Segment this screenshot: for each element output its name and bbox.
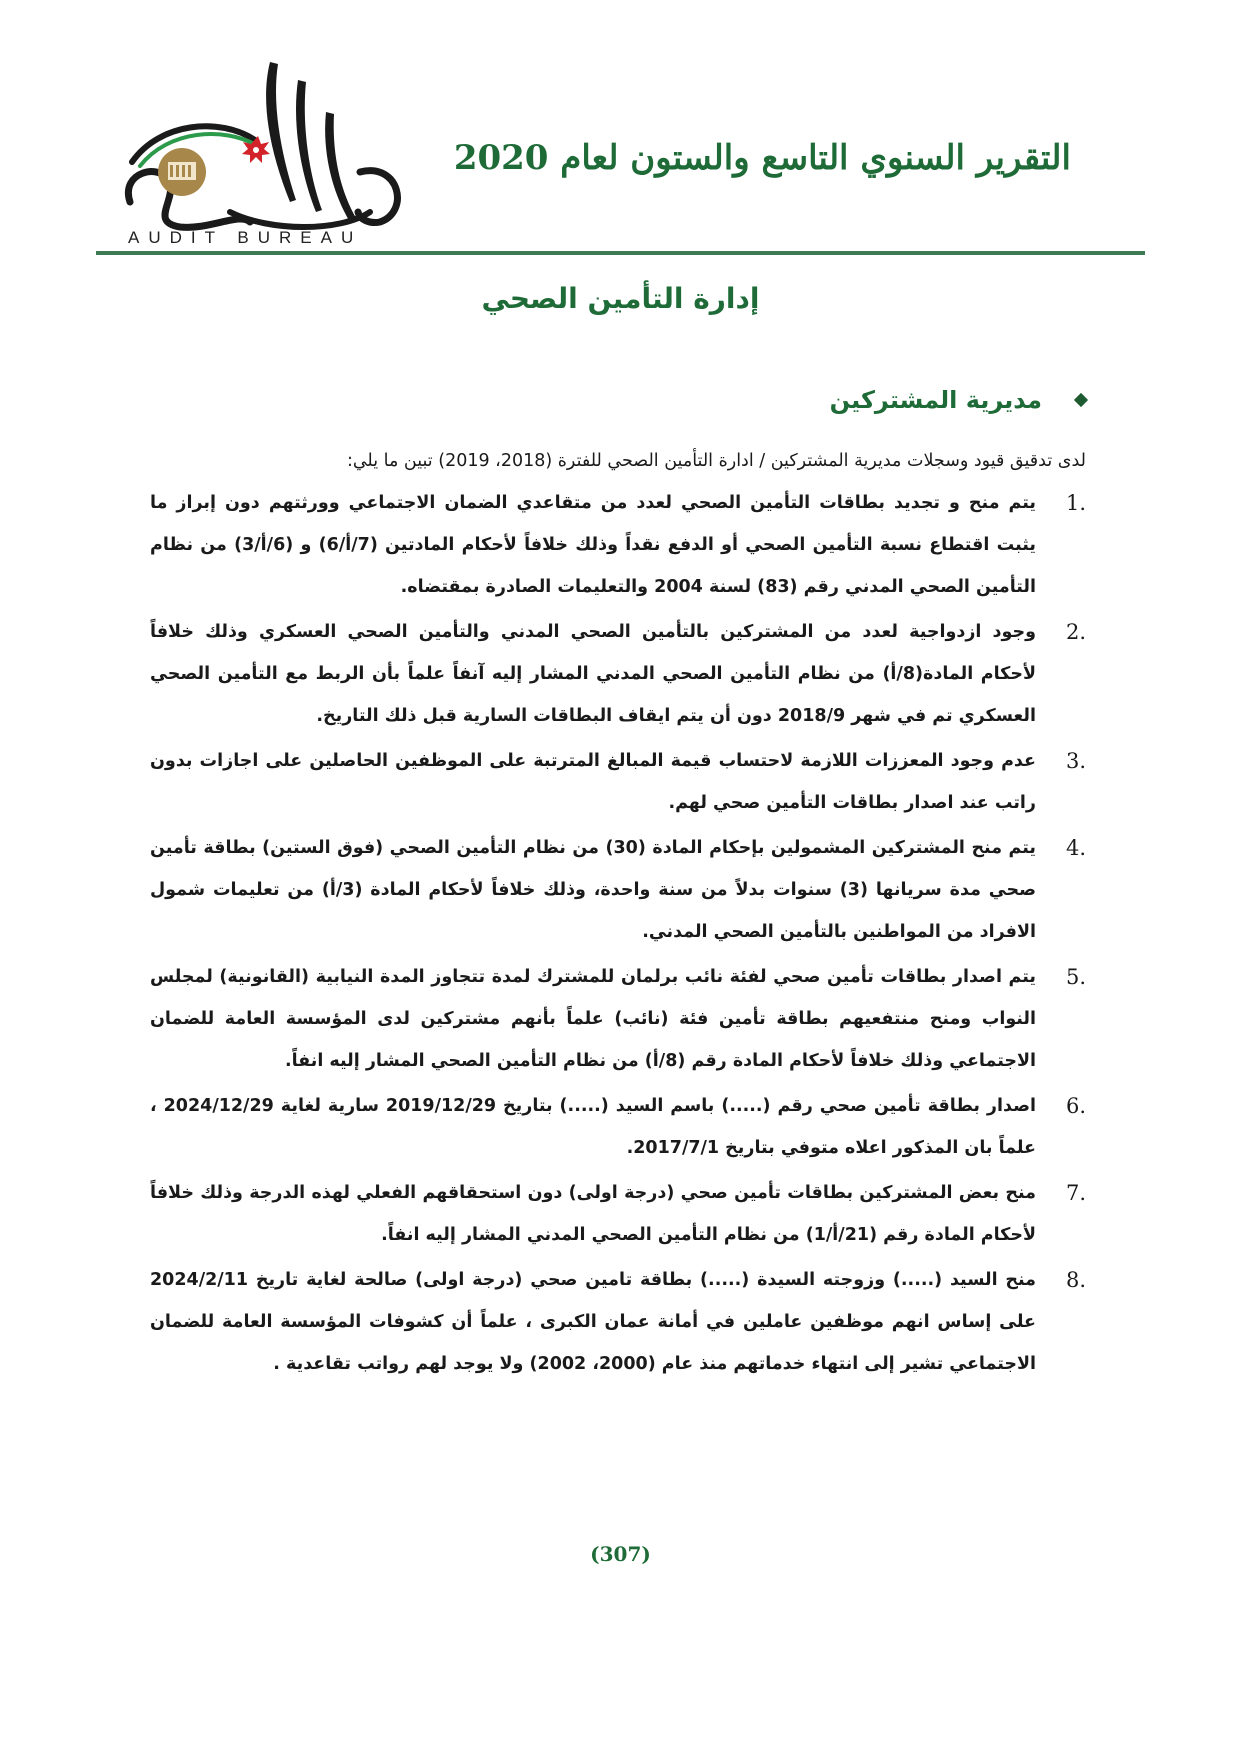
finding-item bbox=[150, 611, 1086, 737]
finding-text: اصدار بطاقة تأمين صحي رقم (.....) باسم السيد (.....) بتاريخ 2019/12/29 سارية لغاية 2024/12/29 ، علماً بان المذكور اعلاه متوفي بتاريخ 2017/7/1. bbox=[150, 1096, 1036, 1158]
finding-text: منح بعض المشتركين بطاقات تأمين صحي (درجة اولى) دون استحقاقهم الفعلي لهذه الدرجة وذلك خلافاً لأحكام المادة رقم (21/أ/1) من نظام التأمين الصحي المدني المشار إليه انفاً. bbox=[150, 1183, 1036, 1245]
report-title: التقرير السنوي التاسع والستون لعام 2020 bbox=[453, 138, 1071, 178]
page-number: (307) bbox=[590, 1542, 651, 1566]
finding-item bbox=[150, 482, 1086, 608]
header-divider bbox=[96, 251, 1145, 255]
finding-text: عدم وجود المعززات اللازمة لاحتساب قيمة المبالغ المترتبة على الموظفين الحاصلين على اجازات بدون راتب عند اصدار بطاقات التأمين صحي لهم. bbox=[150, 751, 1036, 813]
finding-text: يتم منح و تجديد بطاقات التأمين الصحي لعدد من متقاعدي الضمان الاجتماعي وورثتهم دون إبراز ما يثبت اقتطاع نسبة التأمين الصحي أو الدفع نقداً وذلك خلافاً لأحكام المادتين (7/أ/6) و (6/أ/3) من نظام التأمين الصحي المدني رقم (83) لسنة 2004 والتعليمات الصادرة بمقتضاه. bbox=[150, 493, 1036, 597]
finding-item bbox=[150, 827, 1086, 953]
diamond-bullet-icon bbox=[1074, 393, 1088, 407]
sub-heading bbox=[830, 386, 1086, 414]
finding-item bbox=[150, 1172, 1086, 1256]
finding-number: 4. bbox=[1065, 836, 1086, 860]
finding-number: 6. bbox=[1065, 1094, 1086, 1118]
audit-bureau-emblem-icon bbox=[120, 62, 420, 252]
finding-number: 5. bbox=[1065, 965, 1086, 989]
finding-text: يتم منح المشتركين المشمولين بإحكام المادة (30) من نظام التأمين الصحي (فوق الستين) بطاقة تأمين صحي مدة سريانها (3) سنوات بدلاً من سنة واحدة، وذلك خلافاً لأحكام المادة (3/أ) من تعليمات شمول الافراد من المواطنين بالتأمين الصحي المدني. bbox=[150, 838, 1036, 942]
finding-text: وجود ازدواجية لعدد من المشتركين بالتأمين الصحي المدني والتأمين الصحي العسكري وذلك خلافاً لأحكام المادة(8/أ) من نظام التأمين الصحي المدني المشار إليه آنفاً علماً بأن الربط مع التأمين الصحي العسكري تم في شهر 2018/9 دون أن يتم ايقاف البطاقات السارية قبل ذلك التاريخ. bbox=[150, 622, 1036, 726]
finding-number: 2. bbox=[1065, 620, 1086, 644]
document-body bbox=[150, 440, 1086, 1388]
sub-heading-text: مديرية المشتركين bbox=[829, 386, 1042, 414]
audit-bureau-logo bbox=[120, 62, 420, 252]
finding-item bbox=[150, 1085, 1086, 1169]
finding-number: 3. bbox=[1065, 749, 1086, 773]
section-title: إدارة التأمين الصحي bbox=[481, 282, 760, 315]
intro-paragraph: لدى تدقيق قيود وسجلات مديرية المشتركين / ادارة التأمين الصحي للفترة (2018، 2019) تبين ما يلي: bbox=[346, 451, 1086, 471]
finding-number: 8. bbox=[1065, 1268, 1086, 1292]
finding-item bbox=[150, 1259, 1086, 1385]
finding-text: منح السيد (.....) وزوجته السيدة (.....) بطاقة تامين صحي (درجة اولى) صالحة لغاية تاريخ 2024/2/11 على إساس انهم موظفين عاملين في أمانة عمان الكبرى ، علماً أن كشوفات المؤسسة العامة للضمان الاجتماعي تشير إلى انتهاء خدماتهم منذ عام (2000، 2002) ولا يوجد لهم رواتب تقاعدية . bbox=[150, 1270, 1036, 1374]
finding-item bbox=[150, 740, 1086, 824]
finding-item bbox=[150, 956, 1086, 1082]
finding-number: 7. bbox=[1065, 1181, 1086, 1205]
logo-caption: AUDIT BUREAU bbox=[128, 228, 363, 247]
findings-list bbox=[150, 482, 1086, 1385]
finding-number: 1. bbox=[1065, 491, 1086, 515]
page-header bbox=[0, 0, 1241, 260]
finding-text: يتم اصدار بطاقات تأمين صحي لفئة نائب برلمان للمشترك لمدة تتجاوز المدة النيابية (القانونية) لمجلس النواب ومنح منتفعيهم بطاقة تأمين فئة (نائب) علماً بأنهم مشتركين لدى المؤسسة العامة للضمان الاجتماعي وذلك خلافاً لأحكام المادة رقم (8/أ) من نظام التأمين الصحي المشار إليه انفاً. bbox=[150, 967, 1036, 1071]
